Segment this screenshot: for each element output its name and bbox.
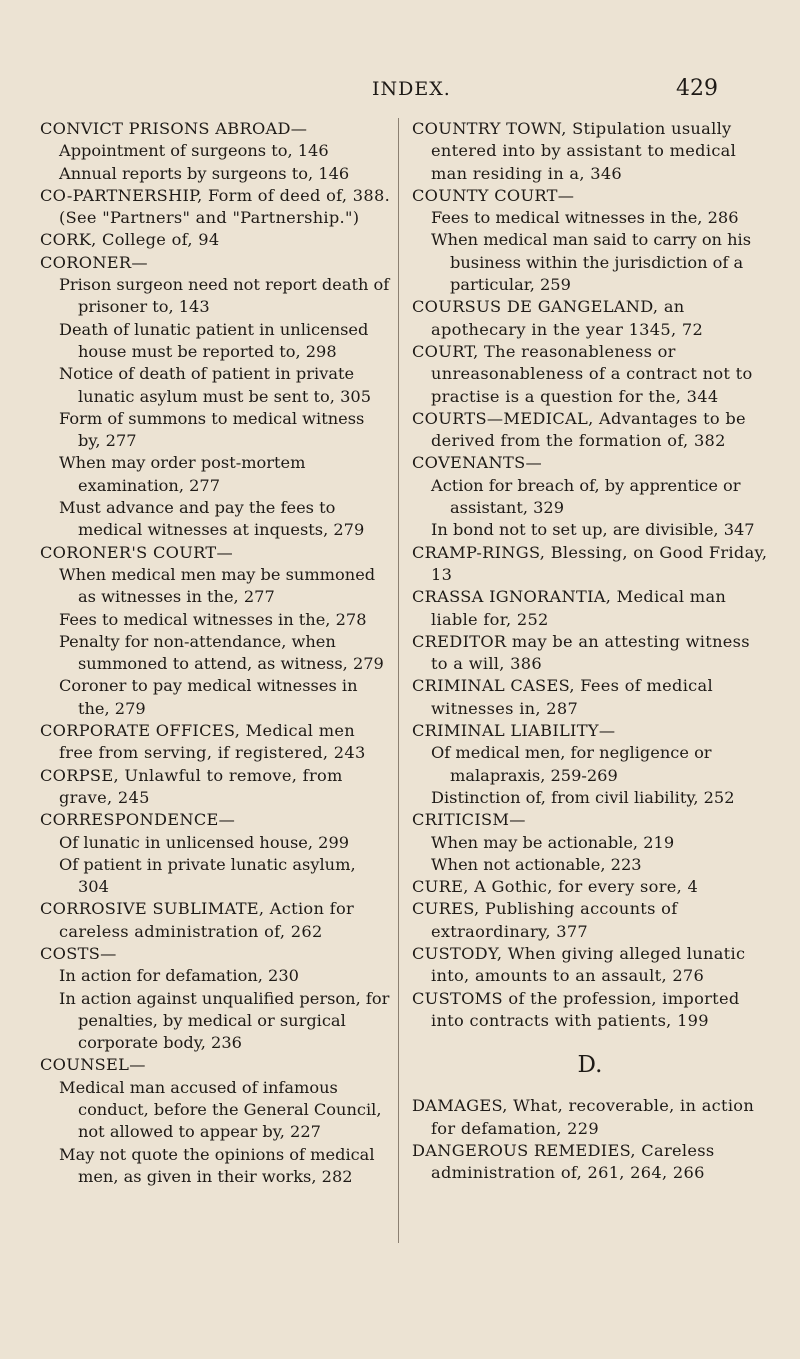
index-entry: DAMAGES, What, recoverable, in action for defamation, 229 bbox=[412, 1096, 755, 1138]
index-subentry: Action for breach of, by apprentice or assistant, 329 bbox=[431, 475, 741, 518]
index-entry: CONVICT PRISONS ABROAD— bbox=[40, 119, 308, 138]
index-subentry: Fees to medical witnesses in the, 278 bbox=[59, 609, 367, 629]
index-entry: CUSTODY, When giving alleged lunatic into, amounts to an assault, 276 bbox=[412, 943, 746, 986]
index-subentry: When may be actionable, 219 bbox=[431, 832, 675, 852]
index-entry: CUSTOMS of the profession, imported into contracts with patients, 199 bbox=[412, 988, 740, 1030]
index-subentry: Notice of death of patient in private lunatic asylum must be sent to, 305 bbox=[59, 364, 371, 406]
running-title: INDEX. bbox=[372, 78, 451, 100]
index-entry: CURES, Publishing accounts of extraordinary, 377 bbox=[412, 899, 678, 941]
index-entry: CRIMINAL CASES, Fees of medical witnesses in, 287 bbox=[412, 676, 713, 718]
index-entry: CORK, College of, 94 bbox=[40, 230, 220, 250]
index-subentry: Form of summons to medical witness by, 277 bbox=[59, 408, 365, 451]
index-subentry: When not actionable, 223 bbox=[431, 854, 642, 874]
index-subentry: When may order post-mortem examination, 277 bbox=[59, 453, 306, 495]
index-entry: CORRESPONDENCE— bbox=[40, 810, 236, 830]
index-entry: CREDITOR may be an attesting witness to a will, 386 bbox=[412, 631, 750, 674]
column-divider bbox=[398, 118, 399, 1243]
index-subentry: Of medical men, for negligence or malapraxis, 259-269 bbox=[431, 743, 712, 785]
index-subentry: Fees to medical witnesses in the, 286 bbox=[431, 208, 739, 228]
index-subentry: Of patient in private lunatic asylum, 304 bbox=[59, 854, 356, 897]
page-header bbox=[0, 76, 800, 106]
index-subentry: Must advance and pay the fees to medical witnesses at inquests, 279 bbox=[59, 498, 365, 540]
index-subentry: When medical man said to carry on his business within the jurisdiction of a particular, 259 bbox=[431, 230, 752, 295]
index-subentry: In action against unqualified person, for penalties, by medical or surgical corporate body, 236 bbox=[59, 988, 390, 1053]
index-entry: COVENANTS— bbox=[412, 453, 542, 473]
index-subentry: Prison surgeon need not report death of prisoner to, 143 bbox=[59, 275, 390, 317]
index-subentry: Coroner to pay medical witnesses in the, 279 bbox=[59, 676, 358, 718]
page-number: 429 bbox=[676, 76, 718, 101]
left-column bbox=[40, 118, 390, 1188]
index-entry: CRITICISM— bbox=[412, 810, 526, 830]
index-entry: CRIMINAL LIABILITY— bbox=[412, 721, 616, 741]
index-subentry: When medical men may be summoned as witnesses in the, 277 bbox=[59, 564, 376, 607]
index-entry: COUNTY COURT— bbox=[412, 185, 575, 205]
index-entry: DANGEROUS REMEDIES, Careless administration of, 261, 264, 266 bbox=[412, 1141, 715, 1183]
index-entry: COUNSEL— bbox=[40, 1055, 146, 1075]
index-entry: CORPORATE OFFICES, Medical men free from serving, if registered, 243 bbox=[40, 721, 366, 763]
index-subentry: Medical man accused of infamous conduct, before the General Council, not allowed to appear by, 227 bbox=[59, 1077, 382, 1142]
index-subentry: In bond not to set up, are divisible, 347 bbox=[431, 520, 755, 540]
section-letter: D. bbox=[577, 1052, 603, 1079]
index-entry: CORPSE, Unlawful to remove, from grave, 245 bbox=[40, 765, 343, 807]
index-entry: COURTS—MEDICAL, Advantages to be derived from the formation of, 382 bbox=[412, 408, 746, 451]
index-entry: COSTS— bbox=[40, 943, 117, 963]
right-column bbox=[412, 118, 768, 1185]
index-subentry: Penalty for non-attendance, when summoned to attend, as witness, 279 bbox=[59, 631, 384, 674]
index-subentry: Annual reports by surgeons to, 146 bbox=[59, 163, 350, 183]
index-subentry: Of lunatic in unlicensed house, 299 bbox=[59, 832, 350, 852]
index-entry: CORONER— bbox=[40, 252, 148, 272]
index-entry: COURT, The reasonableness or unreasonableness of a contract not to practise is a question for the, 344 bbox=[412, 341, 753, 406]
index-entry: CO-PARTNERSHIP, Form of deed of, 388. (See "Partners" and "Partnership.") bbox=[40, 185, 391, 228]
index-entry: COUNTRY TOWN, Stipulation usually entered into by assistant to medical man residing in a, 346 bbox=[412, 119, 737, 183]
index-entry: CURE, A Gothic, for every sore, 4 bbox=[412, 877, 699, 897]
index-entry: CRASSA IGNORANTIA, Medical man liable for, 252 bbox=[412, 587, 727, 629]
index-subentry: In action for defamation, 230 bbox=[59, 966, 299, 986]
index-entry: COURSUS DE GANGELAND, an apothecary in the year 1345, 72 bbox=[412, 297, 704, 339]
index-entry: CORONER'S COURT— bbox=[40, 542, 233, 562]
index-entry: CRAMP-RINGS, Blessing, on Good Friday, 13 bbox=[412, 542, 768, 584]
index-subentry: Appointment of surgeons to, 146 bbox=[59, 141, 329, 161]
index-subentry: May not quote the opinions of medical men, as given in their works, 282 bbox=[59, 1144, 375, 1186]
index-subentry: Death of lunatic patient in unlicensed house must be reported to, 298 bbox=[59, 319, 369, 361]
index-subentry: Distinction of, from civil liability, 252 bbox=[431, 787, 735, 807]
index-entry: CORROSIVE SUBLIMATE, Action for careless administration of, 262 bbox=[40, 899, 355, 941]
